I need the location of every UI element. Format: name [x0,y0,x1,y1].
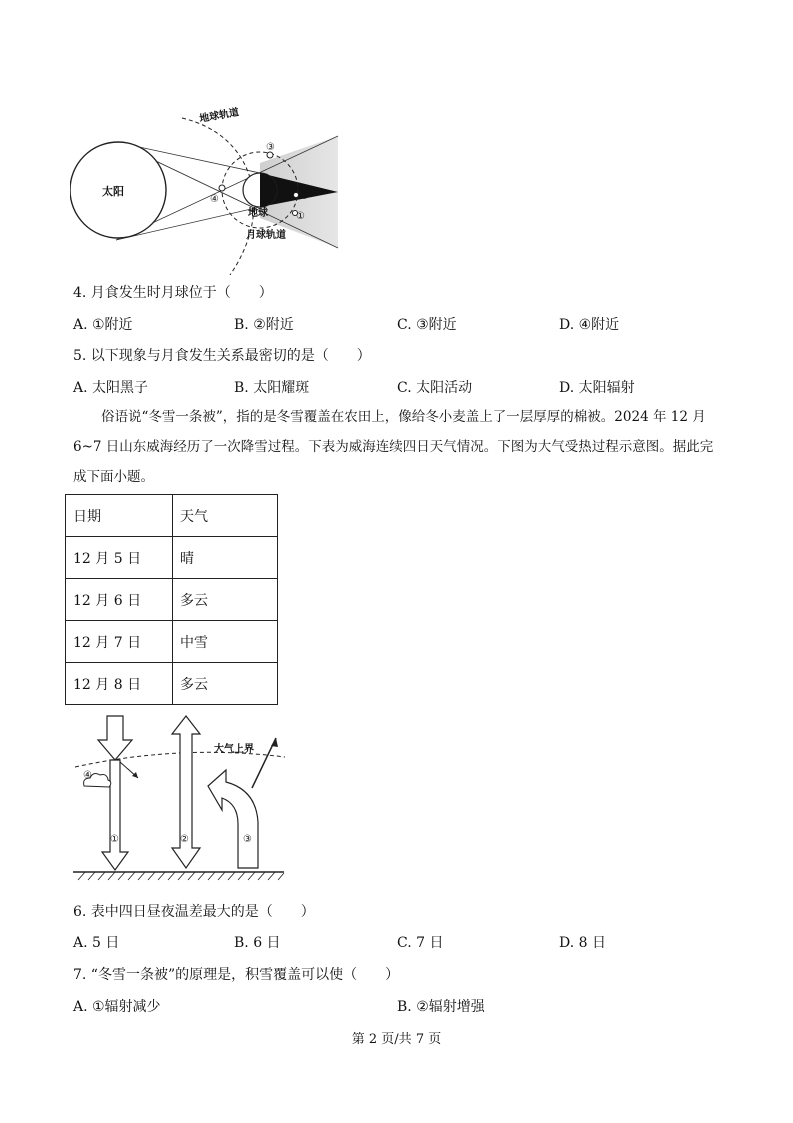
cell-weather: 多云 [173,663,278,705]
q4-option-b[interactable]: B. ②附近 [234,317,294,333]
marker-4: ④ [83,770,92,781]
cell-date: 12 月 5 日 [66,537,173,579]
question-5-stem: 5. 以下现象与月食发生关系最密切的是（ ） [73,348,371,364]
table-row [66,621,278,663]
moon-position-4 [219,185,225,191]
table-row [66,537,278,579]
header-weather: 天气 [173,495,278,537]
question-4-stem: 4. 月食发生时月球位于（ ） [73,285,273,301]
table-header-row [66,495,278,537]
passage-line-1: 俗语说“冬雪一条被”，指的是冬雪覆盖在农田上，像给冬小麦盖上了一层厚厚的棉被。2024 年 12 月 [101,409,706,425]
question-6-stem: 6. 表中四日昼夜温差最大的是（ ） [73,904,315,920]
upper-atmosphere-label: 大气上界 [214,744,254,755]
moon-position-2 [294,193,299,198]
q6-option-a[interactable]: A. 5 日 [73,935,120,951]
lunar-eclipse-diagram [70,100,360,275]
arrow-1-solar-radiation [98,716,132,760]
q5-option-c[interactable]: C. 太阳活动 [397,380,473,396]
cell-date: 12 月 8 日 [66,663,173,705]
cell-date: 12 月 6 日 [66,579,173,621]
header-date: 日期 [66,495,173,537]
marker-4: ④ [210,194,219,205]
atmospheric-heating-diagram [70,712,290,887]
q4-option-a[interactable]: A. ①附近 [73,317,133,333]
passage-line-2: 6~7 日山东威海经历了一次降雪过程。下表为威海连续四日天气情况。下图为大气受热过程示意图。据此完 [73,439,714,455]
marker-2: ② [300,191,309,202]
weather-table [65,494,278,705]
marker-3: ③ [266,142,275,153]
cell-weather: 中雪 [173,621,278,663]
q4-option-c[interactable]: C. ③附近 [397,317,457,333]
marker-1: ① [110,834,119,845]
q7-option-a[interactable]: A. ①辐射减少 [73,999,161,1015]
cell-weather: 晴 [173,537,278,579]
table-row [66,663,278,705]
q5-option-a[interactable]: A. 太阳黑子 [73,380,149,396]
earth-orbit-label: 地球轨道 [198,107,240,125]
earth-label: 地球 [248,208,268,219]
q5-option-d[interactable]: D. 太阳辐射 [559,380,635,396]
cell-date: 12 月 7 日 [66,621,173,663]
q6-option-c[interactable]: C. 7 日 [397,935,444,951]
marker-2: ② [180,834,189,845]
q5-option-b[interactable]: B. 太阳耀斑 [234,380,310,396]
q4-option-d[interactable]: D. ④附近 [559,317,620,333]
marker-1: ① [296,211,305,222]
sun-label: 太阳 [102,185,124,198]
arrow-2-radiation [172,716,200,868]
marker-3: ③ [243,834,252,845]
page-number: 第 2 页/共 7 页 [351,1032,442,1047]
question-7-stem: 7. “冬雪一条被”的原理是，积雪覆盖可以使（ ） [73,967,400,983]
table-row [66,579,278,621]
moon-orbit-label: 月球轨道 [246,230,286,241]
cell-weather: 多云 [173,579,278,621]
q7-option-b[interactable]: B. ②辐射增强 [397,999,485,1015]
passage-line-3: 成下面小题。 [73,469,154,485]
q6-option-d[interactable]: D. 8 日 [559,935,606,951]
passage [73,402,733,492]
q6-option-b[interactable]: B. 6 日 [234,935,281,951]
arrow-3-ground-radiation [208,770,258,868]
